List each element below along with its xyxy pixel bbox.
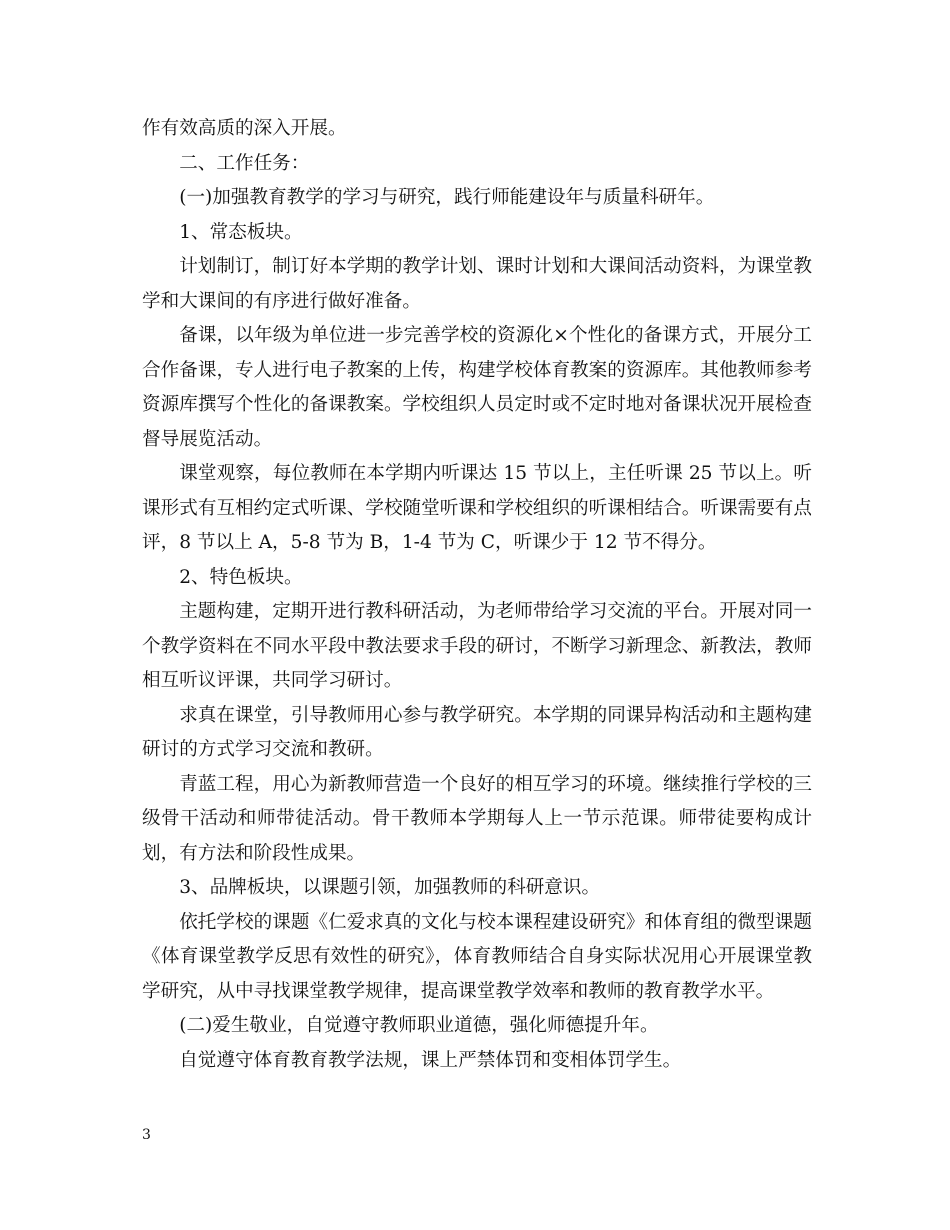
paragraph-lesson-prep: 备课，以年级为单位进一步完善学校的资源化×个性化的备课方式，开展分工合作备课，专人进行电子教案的上传，构建学校体育教案的资源库。其他教师参考资源库撰写个性化的备课教案。学校组织人员定时或不定时地对备课状况开展检查督导展览活动。 <box>142 325 812 450</box>
paragraph-mentoring-project: 青蓝工程，用心为新教师营造一个良好的相互学习的环境。继续推行学校的三级骨干活动和师带徒活动。骨干教师本学期每人上一节示范课。师带徒要构成计划，有方法和阶段性成果。 <box>142 773 812 864</box>
item-heading-routine: 1、常态板块。 <box>179 221 303 243</box>
paragraph-class-observation: 课堂观察，每位教师在本学期内听课达 15 节以上，主任听课 25 节以上。听课形式有互相约定式听课、学校随堂听课和学校组织的听课相结合。听课需要有点评，8 节以上 A，5-8 节为 B，1-4 节为 C，听课少于 12 节不得分。 <box>142 463 812 553</box>
paragraph-truth-in-class: 求真在课堂，引导教师用心参与教学研究。本学期的同课异构活动和主题构建研讨的方式学习交流和教研。 <box>142 704 812 760</box>
paragraph-research-topics: 依托学校的课题《仁爱求真的文化与校本课程建设研究》和体育组的微型课题《体育课堂教学反思有效性的研究》，体育教师结合自身实际状况用心开展课堂教学研究，从中寻找课堂教学规律，提高课堂教学效率和教师的教育教学水平。 <box>142 911 812 1002</box>
paragraph-regulations: 自觉遵守体育教育教学法规，课上严禁体罚和变相体罚学生。 <box>179 1049 682 1071</box>
paragraph-planning: 计划制订，制订好本学期的教学计划、课时计划和大课间活动资料，为课堂教学和大课间的有序进行做好准备。 <box>142 256 812 312</box>
subsection-heading-1: (一)加强教育教学的学习与研究，践行师能建设年与质量科研年。 <box>179 187 715 208</box>
item-heading-featured: 2、特色板块。 <box>179 566 303 588</box>
paragraph-1: 作有效高质的深入开展。 <box>142 118 347 139</box>
section-heading-work-tasks: 二、工作任务： <box>179 152 310 174</box>
paragraph-theme-building: 主题构建，定期开进行教科研活动，为老师带给学习交流的平台。开展对同一个教学资料在不同水平段中教法要求手段的研讨，不断学习新理念、新教法，教师相互听议评课，共同学习研讨。 <box>142 601 812 691</box>
page-number: 3 <box>142 1127 151 1143</box>
document-body <box>142 112 812 1078</box>
subsection-heading-2: (二)爱生敬业，自觉遵守教师职业道德，强化师德提升年。 <box>179 1015 659 1036</box>
item-heading-brand: 3、品牌板块，以课题引领，加强教师的科研意识。 <box>179 877 601 898</box>
